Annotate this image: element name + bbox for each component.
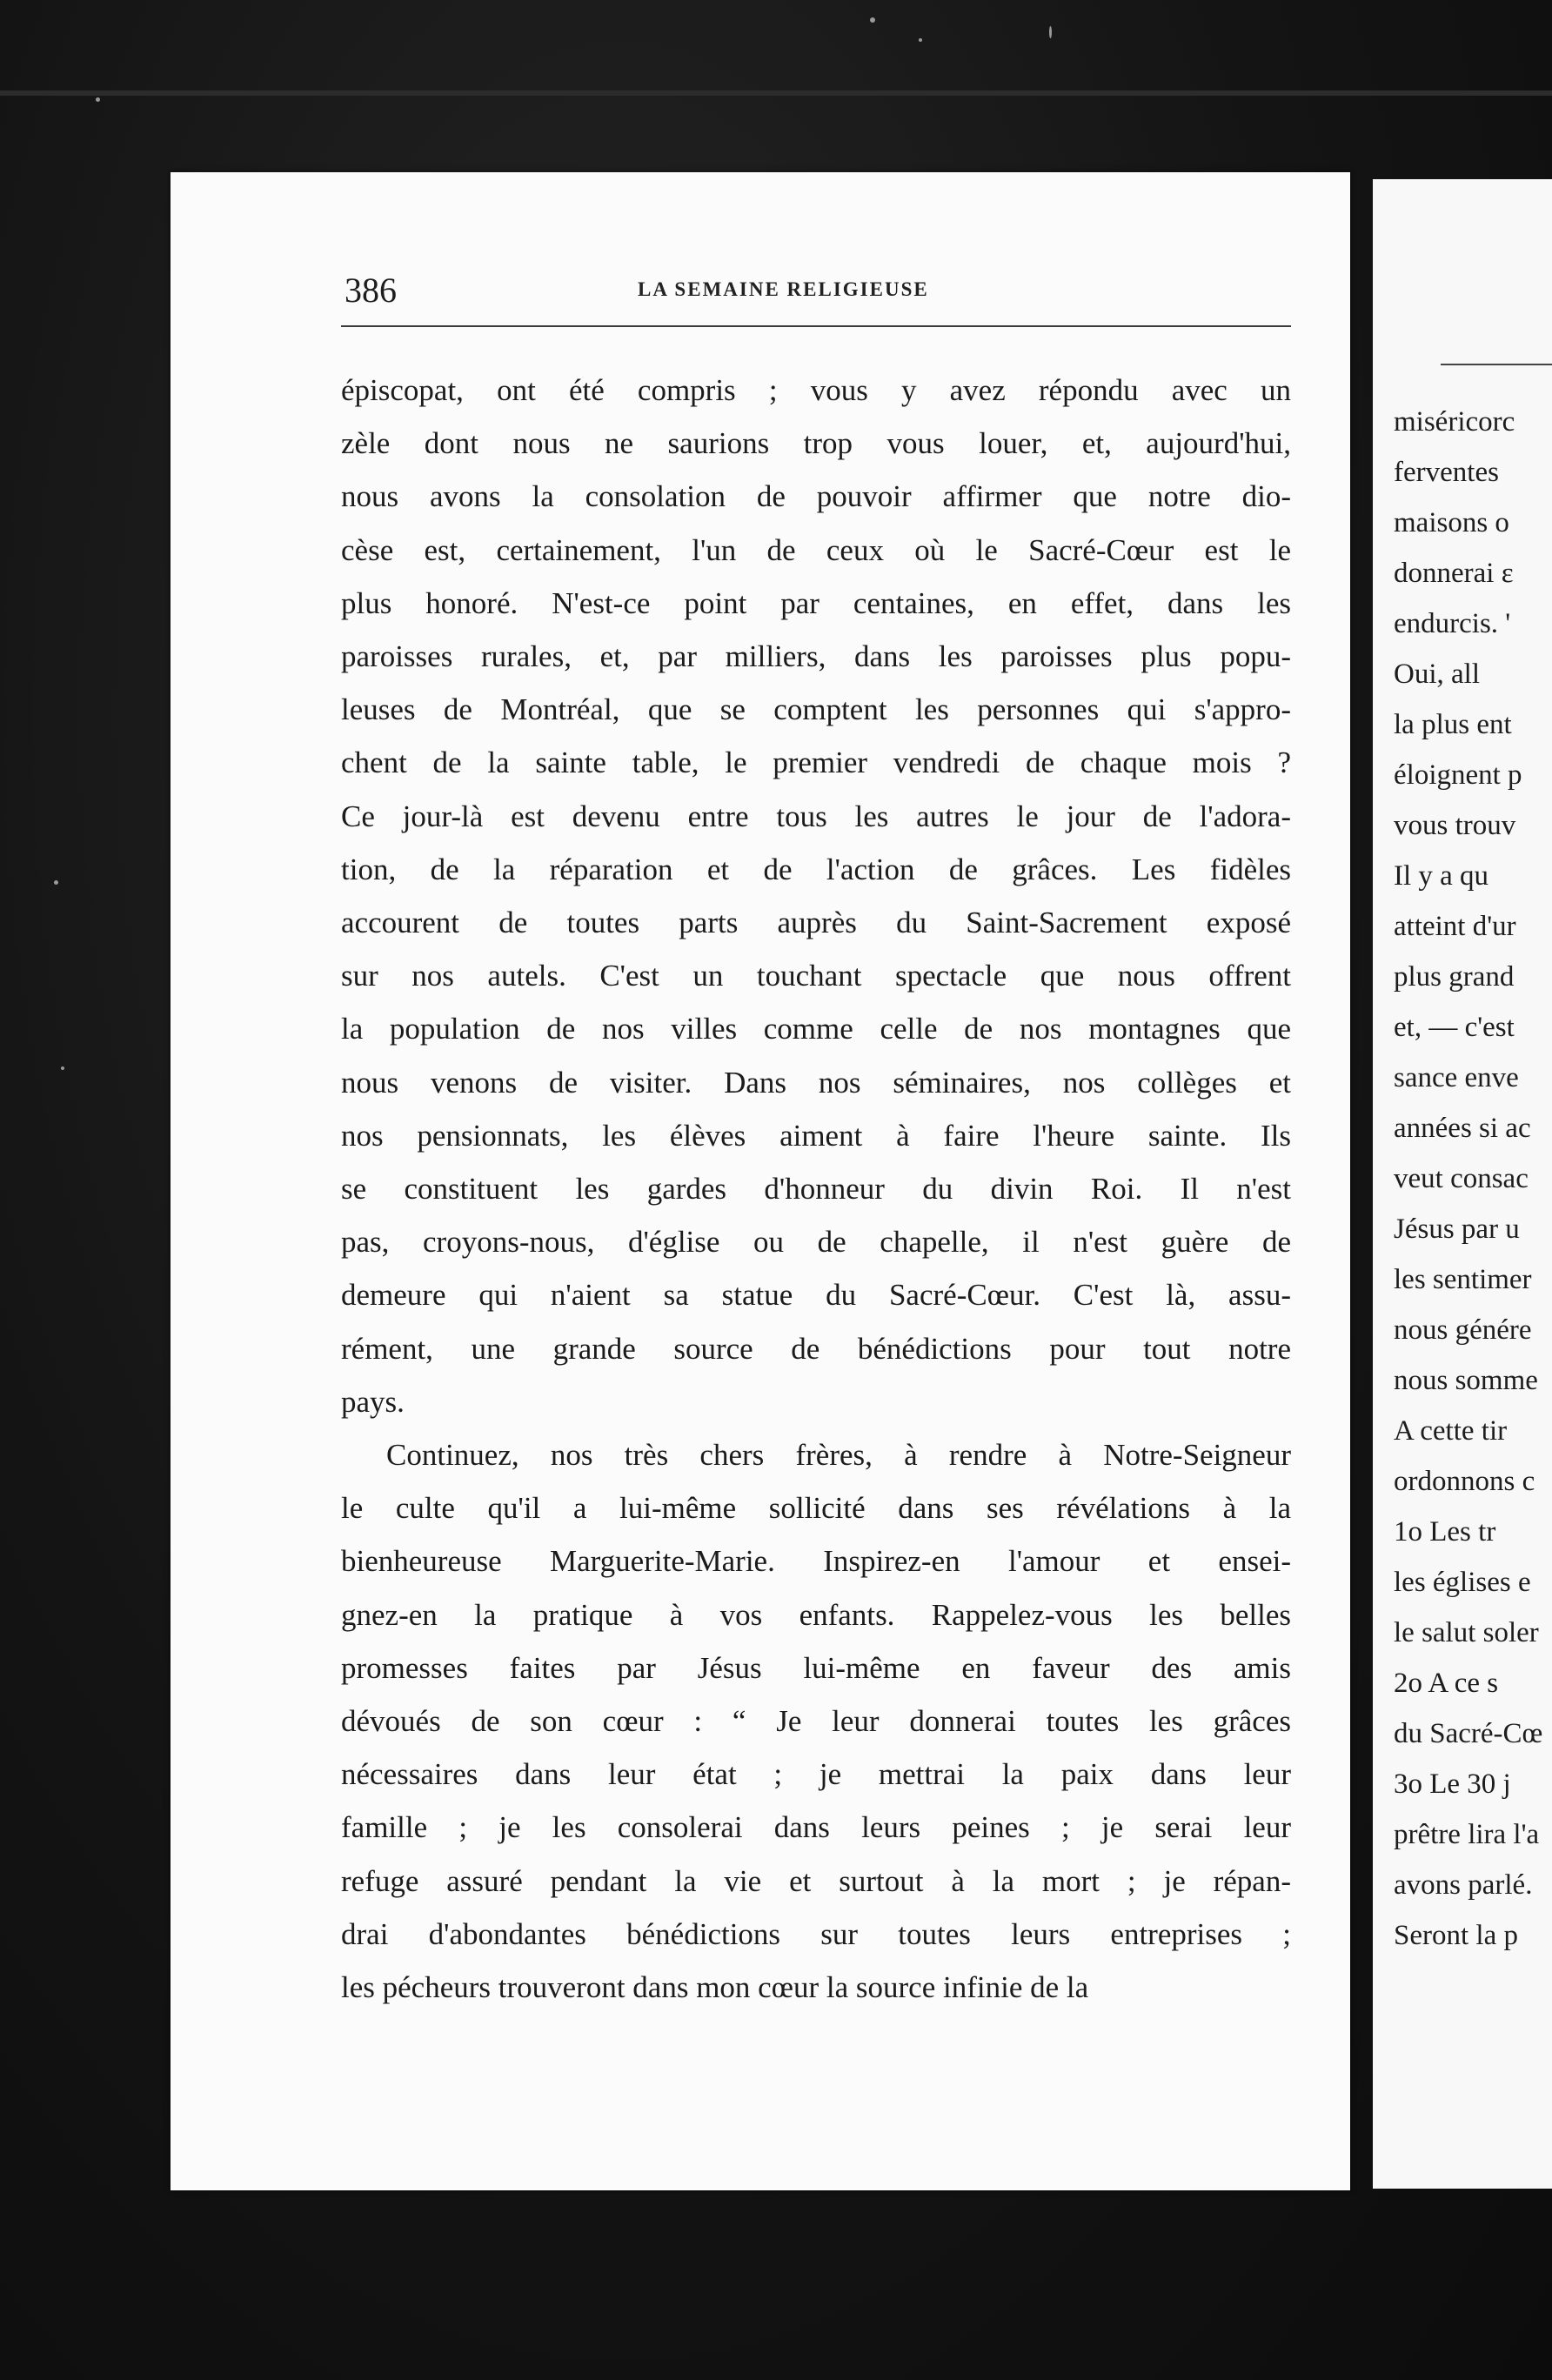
paragraph (341, 1428, 1291, 2014)
running-title: LA SEMAINE RELIGIEUSE (638, 278, 929, 300)
page-number: 386 (345, 271, 397, 310)
adjacent-text-line: prêtre lira l'a (1394, 1819, 1540, 1850)
adjacent-page-text (1394, 397, 1542, 1961)
text-line: sur nos autels. C'est un touchant spectacle que nous offrent (341, 959, 1291, 993)
adjacent-text-line: et, — c'est (1394, 1012, 1515, 1043)
film-edge-strip (0, 90, 1552, 96)
dust-speck (96, 97, 100, 102)
paragraph (341, 364, 1291, 1428)
page-body-text (341, 364, 1291, 2014)
adjacent-text-line: 3o Le 30 j (1394, 1768, 1511, 1800)
adjacent-text-line: sance enve (1394, 1062, 1519, 1093)
adjacent-text-line: miséricorc (1394, 406, 1515, 438)
text-line: gnez-en la pratique à vos enfants. Rappelez-vous les belles (341, 1597, 1291, 1632)
adjacent-text-line: éloignent p (1394, 759, 1522, 791)
adjacent-page-content (1394, 179, 1552, 2189)
adjacent-text-line: les sentimer (1394, 1264, 1532, 1295)
dust-speck (870, 17, 875, 23)
text-line: pas, croyons-nous, d'église ou de chapelle, il n'est guère de (341, 1225, 1291, 1260)
text-line: la population de nos villes comme celle de nos montagnes que (341, 1012, 1291, 1046)
text-line: le culte qu'il a lui-même sollicité dans ses révélations à la (341, 1491, 1291, 1526)
book-page (171, 172, 1350, 2190)
adjacent-text-line: années si ac (1394, 1113, 1531, 1144)
text-line: épiscopat, ont été compris ; vous y avez répondu avec un (341, 373, 1291, 407)
adjacent-text-line: du Sacré-Cœ (1394, 1718, 1543, 1749)
text-line: pays. (341, 1384, 405, 1419)
text-line: se constituent les gardes d'honneur du divin Roi. Il n'est (341, 1172, 1291, 1207)
text-line: nous venons de visiter. Dans nos séminaires, nos collèges et (341, 1065, 1291, 1100)
dust-speck (919, 38, 922, 42)
running-head (345, 270, 1458, 322)
text-line: Ce jour-là est devenu entre tous les autres le jour de l'adora- (341, 799, 1291, 833)
adjacent-text-line: Il y a qu (1394, 860, 1489, 892)
text-line: refuge assuré pendant la vie et surtout à la mort ; je répan- (341, 1863, 1291, 1898)
text-line: cèse est, certainement, l'un de ceux où le Sacré-Cœur est le (341, 532, 1291, 567)
adjacent-text-line: avons parlé. (1394, 1869, 1533, 1901)
adjacent-text-line: plus grand (1394, 961, 1515, 993)
adjacent-text-line: maisons o (1394, 507, 1509, 538)
text-line: paroisses rurales, et, par milliers, dans les paroisses plus popu- (341, 639, 1291, 674)
adjacent-text-line: ordonnons c (1394, 1466, 1535, 1497)
adjacent-text-line: le salut soler (1394, 1617, 1539, 1648)
adjacent-text-line: Jésus par u (1394, 1213, 1520, 1245)
text-line: promesses faites par Jésus lui-même en faveur des amis (341, 1650, 1291, 1685)
text-line: les pécheurs trouveront dans mon cœur la source infinie de la (341, 1970, 1089, 2005)
dust-speck (54, 880, 58, 885)
text-line: Continuez, nos très chers frères, à rendre à Notre-Seigneur (386, 1438, 1291, 1473)
text-line: leuses de Montréal, que se comptent les personnes qui s'appro- (341, 692, 1291, 727)
text-line: rément, une grande source de bénédictions pour tout notre (341, 1331, 1291, 1366)
text-line: famille ; je les consolerai dans leurs peines ; je serai leur (341, 1810, 1291, 1845)
text-line: bienheureuse Marguerite-Marie. Inspirez-en l'amour et ensei- (341, 1544, 1291, 1579)
text-line: nous avons la consolation de pouvoir affirmer que notre dio- (341, 479, 1291, 514)
dust-speck (61, 1066, 64, 1070)
adjacent-text-line: donnerai ε (1394, 558, 1514, 589)
text-line: zèle dont nous ne saurions trop vous louer, et, aujourd'hui, (341, 426, 1291, 461)
adjacent-text-line: endurcis. ' (1394, 608, 1511, 639)
adjacent-text-line: 1o Les tr (1394, 1516, 1496, 1548)
text-line: plus honoré. N'est-ce point par centaines, en effet, dans les (341, 585, 1291, 620)
adjacent-text-line: atteint d'ur (1394, 911, 1516, 942)
text-line: accourent de toutes parts auprès du Saint-Sacrement exposé (341, 906, 1291, 940)
adjacent-text-line: Oui, all (1394, 659, 1480, 690)
text-line: nécessaires dans leur état ; je mettrai la paix dans leur (341, 1757, 1291, 1792)
text-line: chent de la sainte table, le premier vendredi de chaque mois ? (341, 745, 1291, 780)
adjacent-header-rule (1441, 364, 1552, 365)
adjacent-text-line: la plus ent (1394, 709, 1512, 740)
adjacent-text-line: vous trouv (1394, 810, 1516, 841)
adjacent-text-line: veut consac (1394, 1163, 1529, 1194)
adjacent-text-line: Seront la p (1394, 1920, 1518, 1951)
adjacent-text-line: ferventes (1394, 457, 1499, 488)
adjacent-page (1373, 179, 1552, 2189)
text-line: dévoués de son cœur : “ Je leur donnerai toutes les grâces (341, 1704, 1291, 1739)
header-rule (341, 325, 1291, 327)
text-line: nos pensionnats, les élèves aiment à faire l'heure sainte. Ils (341, 1118, 1291, 1153)
text-line: drai d'abondantes bénédictions sur toutes leurs entreprises ; (341, 1916, 1291, 1951)
adjacent-text-line: A cette tir (1394, 1415, 1508, 1447)
dust-speck (1049, 26, 1052, 38)
adjacent-text-line: les églises e (1394, 1567, 1531, 1598)
adjacent-text-line: nous génére (1394, 1314, 1532, 1346)
text-line: tion, de la réparation et de l'action de grâces. Les fidèles (341, 852, 1291, 886)
adjacent-text-line: 2o A ce s (1394, 1668, 1499, 1699)
adjacent-text-line: nous somme (1394, 1365, 1538, 1396)
text-line: demeure qui n'aient sa statue du Sacré-Cœur. C'est là, assu- (341, 1278, 1291, 1313)
